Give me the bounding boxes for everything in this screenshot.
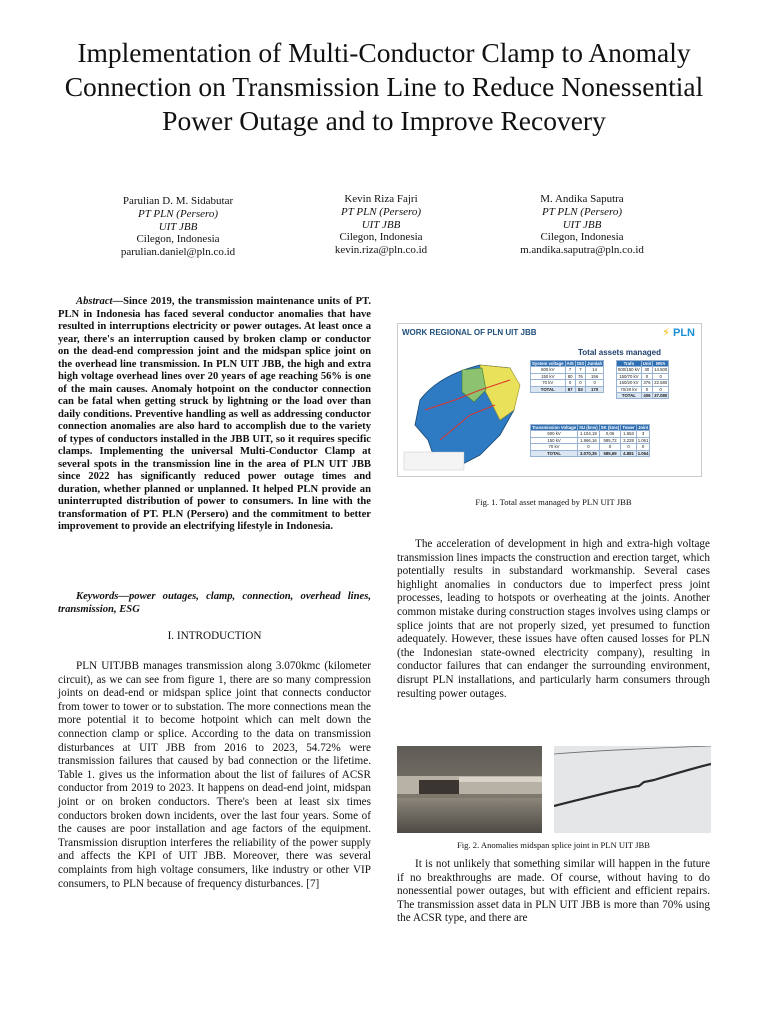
pln-logo: ⚡ PLN	[662, 327, 695, 339]
author-city: Cilegon, Indonesia	[136, 233, 220, 246]
intro-column	[58, 660, 371, 891]
author-block-1	[78, 195, 278, 259]
author-block-2	[281, 193, 481, 257]
table-substations	[530, 360, 604, 393]
table-row: 70/20 kV 0 0	[617, 386, 669, 392]
map-legend	[404, 452, 464, 470]
sleeve-shadow	[397, 794, 542, 798]
table-transformers	[616, 360, 669, 399]
table-header-row: Trafo Unit MVA	[617, 361, 669, 367]
table-row: 500/150 kV 30 14.500	[618, 367, 668, 373]
section-heading: I. INTRODUCTION	[167, 630, 262, 642]
author-email: m.andika.saputra@pln.co.id	[520, 244, 644, 257]
author-email: kevin.riza@pln.co.id	[334, 244, 428, 257]
table-total-row: TOTAL 87 83 170	[531, 386, 604, 392]
figure-header: WORK REGIONAL OF PLN UIT JBB	[402, 328, 537, 337]
figure-2-caption: Fig. 2. Anomalies midspan splice joint in PLN UIT JBB	[457, 840, 650, 850]
author-name: Parulian D. M. Sidabutar	[122, 195, 234, 207]
right-column-paragraph-2: It is not unlikely that something similar will happen in the future if no breakthroughs are made. Of course, without having to do nonessential power outages, but with efficient and efficient repairs. The transmission asset data in PLN UIT JBB is more than 70% using the ACSR type, and there are	[397, 858, 710, 925]
figure-1	[397, 323, 702, 477]
author-org: PT PLN (Persero)	[137, 207, 219, 220]
abstract-label: Abstract	[76, 296, 113, 307]
author-city: Cilegon, Indonesia	[540, 231, 624, 244]
table-row: 150/70 kV 0 0	[617, 373, 669, 379]
abstract-text: —Since 2019, the transmission maintenance units of PT. PLN in Indonesia has faced several conductor anomalies that have resulted in interruptions electricity or power outages. At least once a year, there's an interruption caused by broken clamp or conductor on the dead-end compression joint and the midspan splice joint on the overhead line transmission. In PLN UIT JBB, the high and extra high voltage overhead lines over 20 years of age reaching 56% is one of the main causes. Anomaly hotpoint on the conductor connection can be fatal when getting struck by lightning or the load over than daily conditions. Preventive handling as well as addressing conductor connection anomalies are also hard to accomplish due to the variety of types of conductors installed in the JBB UIT, so it requires specific clamps. Implementing the universal Multi-Conductor Clamp at several spots in the transmission line in the area of PLN UIT JBB since 2022 has significantly reduced power outage times and duration, whether planned or unplanned. It helped PLN provide an uninterrupted distribution of power to consumers. In line with the transformation of PT. PLN (Persero) and the commitment to better improvement to provide an electrifying lifestyle in Indonesia.	[58, 296, 371, 532]
intro-paragraph: PLN UITJBB manages transmission along 3.070kmc (kilometer circuit), as we can see from figure 1, there are so many compression joints on dead-end or midspan splice joint that connects conductor from tower to tower or to substation. The more connections mean the more potential it to become hotpoint which can melt down the connection clamp or splice. According to the data on transmission disturbances at UIT JBB from 2016 to 2023, 54.72% were transmission failures that caused by bad connection or the lifetime. Table 1. gives us the information about the list of failures of ACSR conductor from 2019 to 2023. It happens on dead-end joint, midspan joint or on broken conductors. There's been at least six times conductors broken down incidents, over the last four years. Some of the causes are poor installation and age factors of the equipment. Transmission disruption interferes the reliability of the power supply and affects the KPI of UIT JBB. Moreover, there was several complaints from high voltage consumers, like industry or other VIP consumers, to PLN because of frequency disturbances. [7]	[58, 660, 371, 890]
lightning-icon: ⚡	[662, 327, 670, 339]
guide-wire	[554, 746, 711, 754]
author-city: Cilegon, Indonesia	[339, 231, 423, 244]
table-total-row: TOTAL 3.070,35 585,69 4.881 1.064	[531, 450, 650, 456]
table-row: 70 kV 0 0 0	[531, 380, 604, 386]
table-row: 500 kV 1.104,19 0,06 1.653 3	[531, 431, 650, 437]
keywords	[58, 591, 371, 616]
region-map	[400, 340, 528, 474]
sleeve-highlight	[459, 777, 542, 782]
figure-subtitle: Total assets managed	[578, 348, 661, 357]
splice-joint-photo	[397, 746, 542, 833]
abstract	[58, 296, 371, 534]
table-row: 150/20 kV 376 22.580	[617, 380, 669, 386]
author-name: Kevin Riza Fajri	[344, 193, 418, 205]
conductor-sky-photo	[554, 746, 711, 833]
table-total-row: TOTAL 406 37.080	[617, 393, 669, 399]
table-row: 70 kV 0 0 0 0	[531, 444, 650, 450]
author-unit: UIT JBB	[562, 218, 602, 231]
author-org: PT PLN (Persero)	[340, 205, 422, 218]
table-transmission	[530, 424, 650, 457]
author-unit: UIT JBB	[361, 218, 401, 231]
author-block-3	[482, 193, 682, 257]
author-unit: UIT JBB	[158, 220, 198, 233]
author-name: M. Andika Saputra	[540, 193, 624, 205]
table-header-row: System voltage AIS GIS Jumlah	[532, 361, 603, 366]
keywords-text: Keywords—power outages, clamp, connection, overhead lines, transmission, ESG	[58, 591, 371, 615]
table-header-row: Transmission Voltage SU (kms) SK (kms) Tower Joint	[532, 425, 649, 430]
right-column-paragraph-1: The acceleration of development in high and extra-high voltage transmission lines impacts the construction and erection target, which potentially results in substandard workmanship. Several cases highlight anomalies in conductors due to imperfect press joint processes, leading to hotspots or overheating at the joints. Another common mistake during construction stages involves using clamps or splice joints that are not properly sized, yet presumed to function adequately. However, these issues have often caused losses for PLN (the Indonesian state-owned electricity company), resulting in conductor failures that can endanger the surrounding environment, disrupt PLN installations, and particularly harm consumers through resulting power outages.	[397, 538, 710, 700]
conductor-line	[554, 764, 711, 806]
sleeve-gap	[419, 780, 459, 794]
table-row: 500 kV 7 7 14	[531, 367, 604, 373]
figure-1-caption: Fig. 1. Total asset managed by PLN UIT JBB	[475, 497, 632, 507]
table-row: 150 kV 80 76 156	[531, 373, 604, 379]
table-row: 150 kV 1.966,16 585,72 3.228 1.061	[531, 437, 650, 443]
author-email: parulian.daniel@pln.co.id	[120, 246, 236, 259]
paper-title: Implementation of Multi-Conductor Clamp to Anomaly Connection on Transmission Line to Reduce Nonessential Power Outage and to Improve Recovery	[64, 37, 704, 136]
author-org: PT PLN (Persero)	[541, 205, 623, 218]
